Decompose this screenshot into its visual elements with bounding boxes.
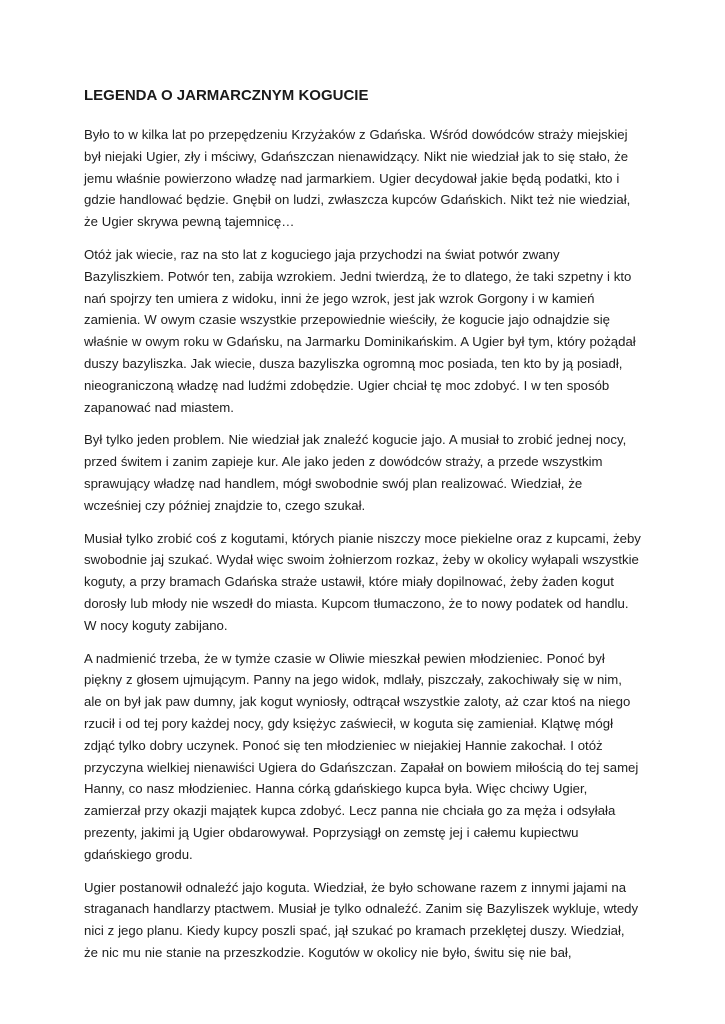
paragraph-6: Ugier postanowił odnaleźć jajo koguta. Wiedział, że było schowane razem z innymi jajami na straganach handlarzy ptactwem. Musiał je tylko odnaleźć. Zanim się Bazyliszek wykluje, wtedy nici z jego planu. Kiedy kupcy poszli spać, jął szukać po kramach przeklętej duszy. Wiedział, że nic mu nie stanie na przeszkodzie. Kogutów w okolicy nie było, świtu się nie bał,	[84, 879, 639, 960]
paragraph-5: A nadmienić trzeba, że w tymże czasie w Oliwie mieszkał pewien młodzieniec. Ponoć był piękny z głosem ujmującym. Panny na jego widok, mdlały, piszczały, zakochiwały się w nim, ale on był jak paw dumny, jak kogut wyniosły, odtrącał wszystkie zaloty, aż czar ktoś na niego rzucił i od tej pory każdej nocy, gdy księżyc zaświecił, w koguta się zamieniał. Klątwę mógł zdjąć tylko dobry uczynek. Ponoć się ten młodzieniec w niejakiej Hannie zakochał. I otóż przyczyna wielkiej nienawiści Ugiera do Gdańszczan. Zapałał on bowiem miłością do tej samej Hanny, co nasz młodzieniec. Hanna córką gdańskiego kupca była. Więc chciwy Ugier, zamierzał przy okazji majątek kupca zdobyć. Lecz panna nie chciała go za męża i odsyłała prezenty, jakimi ją Ugier obdarowywał. Poprzysiągł on zemstę jej i całemu kupiectwu gdańskiego grodu.	[84, 650, 639, 862]
document-title: LEGENDA O JARMARCZNYM KOGUCIE	[84, 87, 369, 104]
paragraph-1: Było to w kilka lat po przepędzeniu Krzyżaków z Gdańska. Wśród dowódców straży miejskiej był niejaki Ugier, zły i mściwy, Gdańszczan nienawidzący. Nikt nie wiedział jak to się stało, że jemu właśnie powierzono władzę nad jarmarkiem. Ugier decydował jakie będą podatki, kto i gdzie handlować będzie. Gnębił on ludzi, zwłaszcza kupców Gdańskich. Nikt też nie wiedział, że Ugier skrywa pewną tajemnicę…	[84, 127, 631, 230]
paragraph-2: Otóż jak wiecie, raz na sto lat z koguciego jaja przychodzi na świat potwór zwany Bazyliszkiem. Potwór ten, zabija wzrokiem. Jedni twierdzą, że to dlatego, że taki szpetny i kto nań spojrzy ten umiera z widoku, inni że jego wzrok, jest jak wzrok Gorgony i w kamień zamienia. W owym czasie wszystkie przepowiednie wieściły, że kogucie jajo odnajdzie się właśnie w owym roku w Gdańsku, na Jarmarku Dominikańskim. A Ugier był tym, który pożądał duszy bazyliszka. Jak wiecie, dusza bazyliszka ogromną moc posiada, ten kto by ją posiadł, nieograniczoną władzę nad ludźmi zdobędzie. Ugier chciał tę moc zdobyć. I w ten sposób zapanować nad miastem.	[84, 246, 636, 415]
paragraph-3: Był tylko jeden problem. Nie wiedział jak znaleźć kogucie jajo. A musiał to zrobić jednej nocy, przed świtem i zanim zapieje kur. Ale jako jeden z dowódców straży, a przede wszystkim sprawujący władzę nad handlem, mógł swobodnie swój plan realizować. Wiedział, że wcześniej czy później znajdzie to, czego szukał.	[84, 432, 627, 513]
paragraph-4: Musiał tylko zrobić coś z kogutami, których pianie niszczy moce piekielne oraz z kupcami, żeby swobodnie jaj szukać. Wydał więc swoim żołnierzom rozkaz, żeby w okolicy wyłapali wszystkie koguty, a przy bramach Gdańska straże ustawił, które miały dopilnować, żeby żaden kogut dorosły lub młody nie wszedł do miasta. Kupcom tłumaczono, że to nowy podatek od handlu. W nocy koguty zabijano.	[84, 530, 641, 633]
